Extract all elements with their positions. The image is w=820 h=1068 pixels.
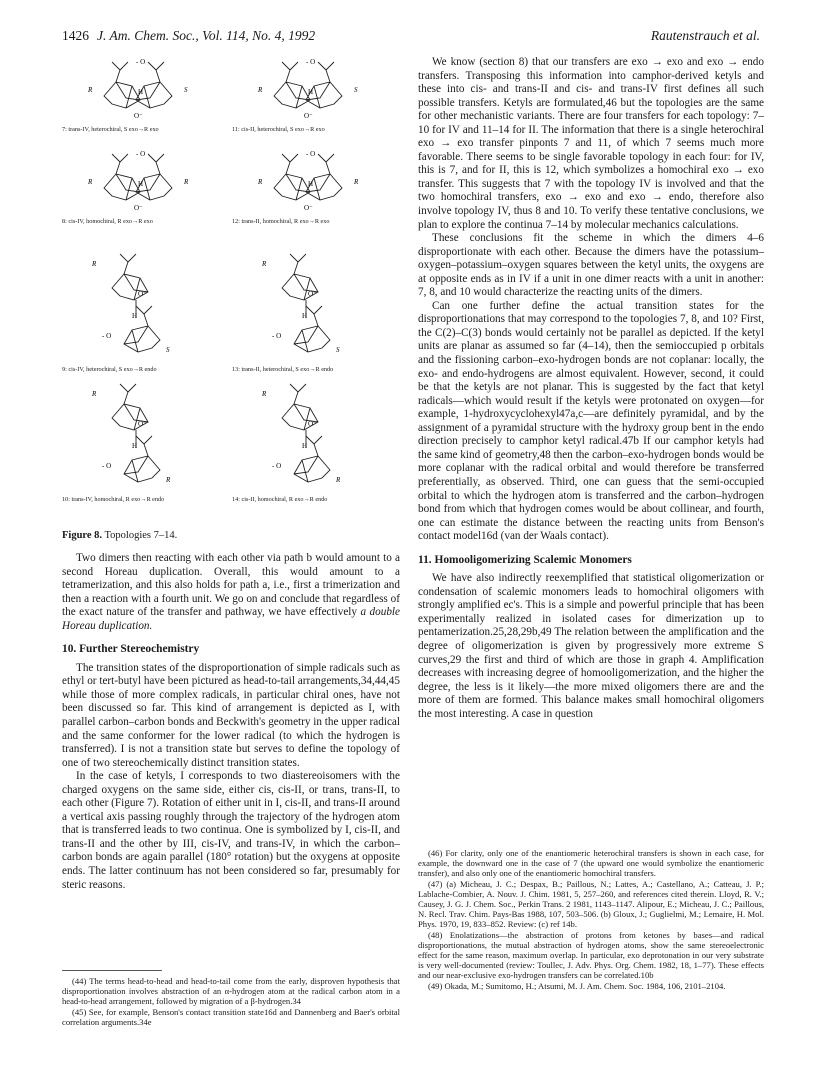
section-heading-10: 10. Further Stereochemistry <box>62 643 200 656</box>
footnote-49: (49) Okada, M.; Sumitomo, H.; Atsumi, M. J. Am. Chem. Soc. 1984, 106, 2101–2104. <box>428 980 726 991</box>
structure-caption <box>232 366 333 373</box>
atom-label-h: H <box>132 312 138 320</box>
oxygen-label: O⁻ <box>134 204 143 212</box>
footnote-46: (46) For clarity, only one of the enantiomeric heterochiral transfers is shown in each case, for example, the downward one in the case of 7 (the upward one would symbolize the enantiomeric transfer), and also only one of the enantiomeric homochiral transfers. <box>418 848 764 879</box>
oxygen-label-bottom: - O <box>272 462 282 470</box>
structure-8 <box>62 148 222 244</box>
structure-number: 9: <box>62 366 67 373</box>
atom-label-h: H <box>308 180 314 188</box>
paragraph: These conclusions fit the scheme in which the dimers 4–6 disproportionate with each other. Because the dimers have the potassium–oxygen–potassium–oxygen squares between the ketyl units, the oxygens are at opposite ends as in IV if a unit in one dimer reacts with a unit in another: 7, 8, and 10 would characterize the reacting units of the dimers. <box>418 232 764 299</box>
right-column <box>418 56 764 721</box>
atom-label-s: S <box>184 86 188 94</box>
structure-description: trans-II, heterochiral, S exo→R endo <box>239 366 334 373</box>
structure-description: cis-II, homochiral, R exo→R endo <box>239 496 328 503</box>
molecule-drawing <box>250 148 370 226</box>
structure-12 <box>232 148 392 244</box>
footnote-45: (45) See, for example, Benson's contact transition state16d and Dannenberg and Baer's orbital correlation arguments.34e <box>62 1006 400 1027</box>
oxygen-label-bottom: - O <box>272 332 282 340</box>
footnote-44: (44) The terms head-to-head and head-to-tail come from the early, disproven hypothesis that disproportionation involves abstraction of an α-hydrogen atom at the radical carbon atom in a head-to-head arrangement, followed by migration of a β-hydrogen.34 <box>62 976 400 1007</box>
paragraph: Can one further define the actual transition states for the disproportionations that may correspond to the topologies 7, 8, and 10? First, the C(2)–C(3) bonds would certainly not be parallel as depicted. If the ketyl units are planar as assumed so far (4–14), then the semioccupied p orbitals and the fissioning carbon–exo-hydrogen bonds are not coplanar: locally, the exo- and endo-hydrogens are almost equivalent. However, second, it could be that the ketyls are not planar. This is suggested by the fact that ketyl radicals—which would result if the ketyls were protonated on oxygen—for example, 1-hydroxycyclohexyl47a,c—are definitely pyramidal, and by the assignment of a pyramidal structure with the hydroxy group bent in the endo direction precisely to camphor ketyl radical.47b If our camphor ketyls had the same kind of geometry,48 then the carbon–exo-hydrogen bonds would be more coplanar with the radical orbital and would therefore be transferred preferentially, as observed. Third, one can guess that the semi-occupied orbital to which the hydrogen atom is transferred and the carbon–hydrogen bond from which that hydrogen comes would be about collinear, and fourth, one can estimate the distance between the reacting units from Benson's contact model16d (van der Waals contact). <box>418 299 764 543</box>
atom-label-r: R <box>88 86 93 94</box>
right-footnotes <box>418 848 764 991</box>
emphasis-text: a double Horeau duplication. <box>62 606 400 632</box>
oxygen-label: O⁻ <box>138 420 147 428</box>
atom-label-h: H <box>302 442 308 450</box>
structure-11 <box>232 56 392 152</box>
oxygen-label-top: - O <box>306 58 316 66</box>
structure-caption <box>62 218 153 225</box>
page-number: 1426 <box>62 28 89 43</box>
structure-13 <box>232 256 392 376</box>
oxygen-label: O⁻ <box>308 420 317 428</box>
molecule-drawing <box>80 256 200 360</box>
structure-number: 14: <box>232 496 240 503</box>
oxygen-label-bottom: - O <box>102 332 112 340</box>
molecule-drawing <box>80 56 200 134</box>
atom-label-s: S <box>354 86 358 94</box>
atom-label-h: H <box>138 180 144 188</box>
structure-number: 8: <box>62 218 67 225</box>
structure-14 <box>232 386 392 506</box>
left-body-text <box>62 552 400 892</box>
atom-label-r: R <box>92 260 97 268</box>
atom-label-h: H <box>138 88 144 96</box>
structure-number: 13: <box>232 366 240 373</box>
structure-7 <box>62 56 222 152</box>
oxygen-label: O⁻ <box>308 290 317 298</box>
atom-label-h: H <box>308 88 314 96</box>
structure-number: 7: <box>62 126 67 133</box>
atom-label-h: H <box>132 442 138 450</box>
atom-label-r: R <box>258 86 263 94</box>
atom-label-r: R <box>258 178 263 186</box>
molecule-drawing <box>80 386 200 490</box>
structure-description: cis-IV, heterochiral, S exo→R endo <box>66 366 157 373</box>
left-footnotes <box>62 970 400 1027</box>
atom-label-r: R <box>262 390 267 398</box>
atom-label-s: R <box>166 476 171 484</box>
figure-caption-label: Figure 8. <box>62 530 103 541</box>
structure-description: cis-IV, homochiral, R exo→R exo <box>66 218 153 225</box>
paragraph: We have also indirectly reexemplified that statistical oligomerization or condensation of scalemic monomers leads to homochiral oligomers with strongly amplified ec's. This is a simple and powerful principle that has been experimentally realized in isolated cases for dimerization up to pentamerization.25,28,29b,49 The relation between the amplification and the degree of oligomerization is given by progressively more extreme S curves,29 the first and third of which are those in graph 4. Amplification decreases with increasing degree of homooligomerization, and the higher the degree, the less is it likely—the more mixed oligomers there are and the more of them are formed. This balance makes small homochiral oligomers the most interesting. A case in question <box>418 572 764 720</box>
oxygen-label: O⁻ <box>134 112 143 120</box>
atom-label-r: R <box>262 260 267 268</box>
structure-number: 12: <box>232 218 240 225</box>
structure-caption <box>232 126 325 133</box>
atom-label-s: S <box>336 346 340 354</box>
atom-label-r: R <box>88 178 93 186</box>
figure-caption <box>62 530 177 541</box>
atom-label-s: R <box>336 476 341 484</box>
structure-caption <box>232 496 327 503</box>
structure-caption <box>62 126 159 133</box>
molecule-drawing <box>250 56 370 134</box>
atom-label-s: S <box>166 346 170 354</box>
structure-caption <box>62 496 164 503</box>
oxygen-label-bottom: - O <box>102 462 112 470</box>
paragraph: We know (section 8) that our transfers are exo → exo and exo → endo transfers. Transposing this information into camphor-derived ketyls and these into cis- and trans-II and cis- and trans-IV first defines all such possible transfers. Ketyls are formulated,46 but the topologies are the same for other mechanistic variants. There are four transfers for each topology: 7–10 for IV and 11–14 for II. The information that there is a single heterochiral exo → exo transfer pinponts 7 and 11, of which 7 seems much more favorable. There seems to be single favorable topology in each four: for IV, this is 7, and for II, this is 12, which symbolizes a homochiral exo → exo transfer. This suggests that 7 with the topology IV is involved and that the two homochiral transfers, exo → exo and exo → endo, therefore also involve topology IV, thus 8 and 10. To verify these tentative conclusions, we plan to explore the continua 7–14 by molecular mechanics calculations. <box>418 56 764 231</box>
structure-caption <box>62 366 157 373</box>
structure-description: trans-II, homochiral, R exo→R exo <box>239 218 330 225</box>
structure-number: 10: <box>62 496 70 503</box>
left-column <box>62 56 400 892</box>
molecule-drawing <box>80 148 200 226</box>
oxygen-label-top: - O <box>136 58 146 66</box>
atom-label-h: H <box>302 312 308 320</box>
paragraph: In the case of ketyls, I corresponds to two diastereoisomers with the charged oxygens on the same side, either cis, cis-II, or trans, trans-II, to each other (Figure 7). Rotation of either unit in I, cis-II, and trans-II around a vertical axis passing roughly through the trajectory of the hydrogen atom that is transferred leads to two continua. One is symbolized by I, cis-II, and trans-II and the other by III, cis-IV, and trans-IV, in which the carbon–carbon bonds are again parallel (180° rotation) but the oxygens at opposite ends. The latter continuum has not been considered so far, presumably for steric reasons. <box>62 770 400 891</box>
oxygen-label-top: - O <box>136 150 146 158</box>
right-body-text <box>418 56 764 721</box>
structure-caption <box>232 218 329 225</box>
oxygen-label: O⁻ <box>304 112 313 120</box>
paragraph: The transition states of the disproportionation of simple radicals such as ethyl or tert-butyl have been pictured as head-to-tail arrangements,34,44,45 while those of more complex radicals, in particular chiral ones, have not been discussed so far. This kind of arrangement is depicted as I, with parallel carbon–carbon bonds and Beckwith's geometry in the upper radical and the same conformer for the lower radical (to which the hydrogen is transferred). I is not a transition state but serves to define the topology of one of two stereochemically distinct transition states. <box>62 661 400 769</box>
paragraph <box>62 552 400 633</box>
structure-description: trans-IV, heterochiral, S exo→R exo <box>66 126 159 133</box>
atom-label-s: R <box>354 178 359 186</box>
oxygen-label: O⁻ <box>304 204 313 212</box>
structure-description: cis-II, heterochiral, S exo→R exo <box>239 126 325 133</box>
running-header <box>62 28 760 48</box>
figure-caption-text: Topologies 7–14. <box>102 530 178 541</box>
structure-10 <box>62 386 222 506</box>
journal-citation: J. Am. Chem. Soc., Vol. 114, No. 4, 1992 <box>97 28 316 43</box>
structure-number: 11: <box>232 126 240 133</box>
footnote-divider <box>62 970 162 971</box>
header-left <box>62 28 315 44</box>
molecule-drawing <box>250 386 370 490</box>
header-authors: Rautenstrauch et al. <box>650 28 760 43</box>
section-heading-11: 11. Homooligomerizing Scalemic Monomers <box>418 553 632 566</box>
footnote-48: (48) Enolatizations—the abstraction of protons from ketones by bases—and radical disproportionations, the mutual abstraction of hydrogen atoms, show the same stereoelectronic effect for the same reason, maximum overlap. In particular, exo deprotonation in our very substrate is very well-documented (review: Toullec, J. Adv. Phys. Org. Chem. 1982, 18, 1–77). These effects and our near-exclusive exo-hydrogen transfers can be correlated.10b <box>418 929 764 981</box>
structure-description: trans-IV, homochiral, R exo→R endo <box>69 496 165 503</box>
oxygen-label-top: - O <box>306 150 316 158</box>
molecule-drawing <box>250 256 370 360</box>
structure-9 <box>62 256 222 376</box>
figure-8 <box>62 56 400 542</box>
paragraph-text: Two dimers then reacting with each other via path b would amount to a second Horeau duplication. Overall, this would amount to a tetramerization, and this also holds for path a, i.e., first a trimerization and then a reaction with a fourth unit. We go on and conclude that regardless of the exact nature of the transfer and pathway, we have effectively <box>62 552 400 619</box>
footnote-47: (47) (a) Micheau, J. C.; Despax, B.; Paillous, N.; Lattes, A.; Castellano, A.; Catteau, J. P.; Lablache-Combier, A. Nouv. J. Chim. 1981, 5, 257–260, and references cited therein. Lloyd, R. V.; Causey, J. G. J. Chem. Soc., Perkin Trans. 2 1981, 1143–1147. Alipour, E.; Micheau, J. C.; Paillous, N. Recl. Trav. Chim. Pays-Bas 1988, 107, 503–506. (b) Gloux, J.; Guglielmi, M.; Lemaire, H. Mol. Phys. 1970, 19, 833–852. Review: (c) ref 14b. <box>418 878 764 930</box>
atom-label-r: R <box>92 390 97 398</box>
oxygen-label: O⁻ <box>138 290 147 298</box>
atom-label-s: R <box>184 178 189 186</box>
